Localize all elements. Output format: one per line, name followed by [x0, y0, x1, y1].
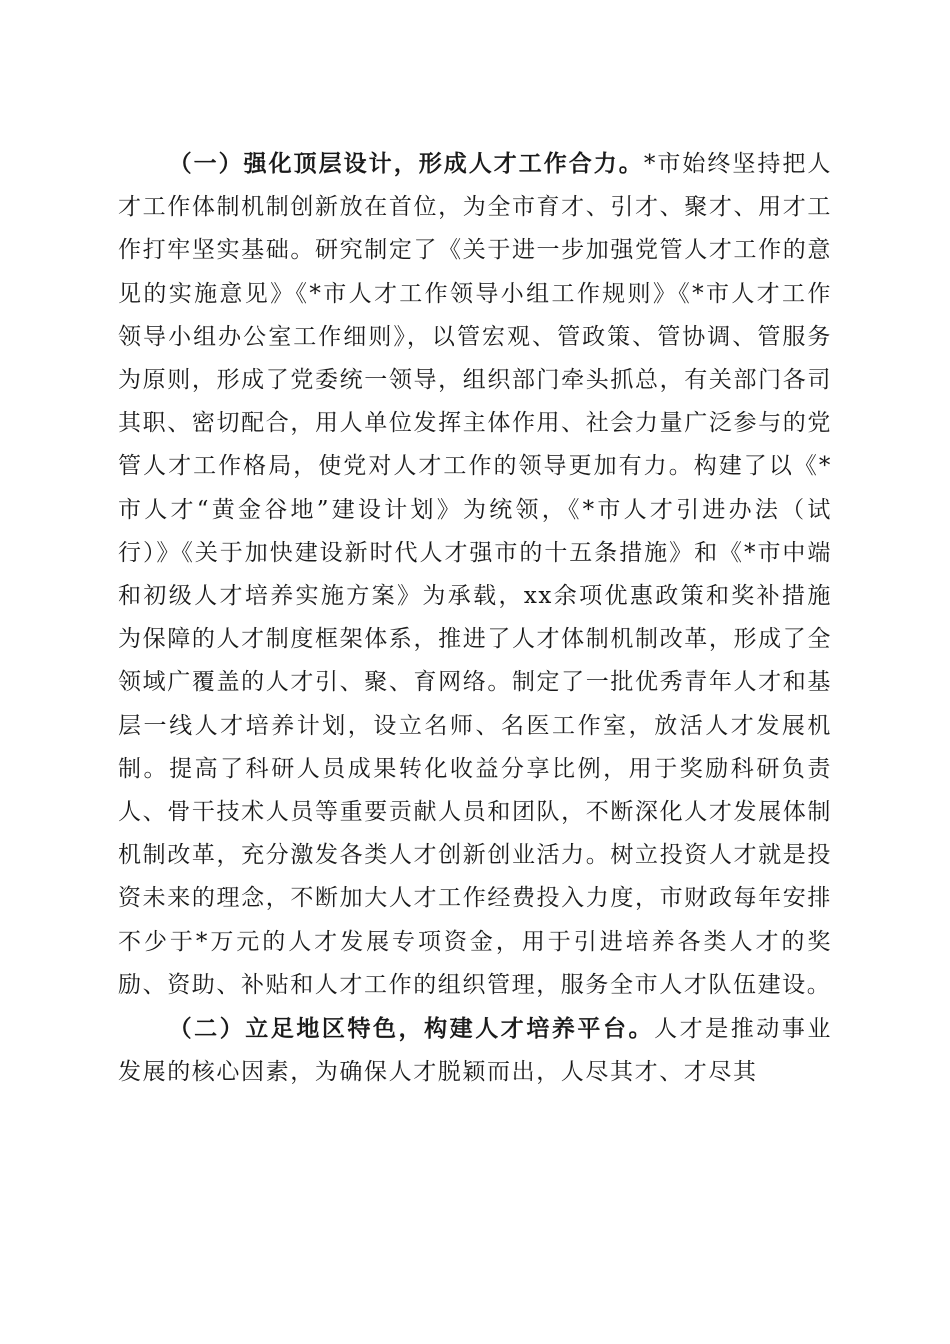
paragraph-2	[118, 1007, 832, 1094]
paragraph-2-body: 人才是推动事业发展的核心因素，为确保人才脱颖而出，人尽其才、才尽其	[118, 1016, 833, 1086]
paragraph-2-heading: （二）立足地区特色，构建人才培养平台。	[168, 1015, 655, 1043]
document-body	[118, 142, 832, 1094]
paragraph-1-body: *市始终坚持把人才工作体制机制创新放在首位，为全市育才、引才、聚才、用才工作打牢坚实基础。研究制定了《关于进一步加强党管人才工作的意见的实施意见》《*市人才工作领导小组工作规则》《*市人才工作领导小组办公室工作细则》，以管宏观、管政策、管协调、管服务为原则，形成了党委统一领导，组织部门牵头抓总，有关部门各司其职、密切配合，用人单位发挥主体作用、社会力量广泛参与的党管人才工作格局，使党对人才工作的领导更加有力。构建了以《*市人才“黄金谷地”建设计划》为统领，《*市人才引进办法（试行）》《关于加快建设新时代人才强市的十五条措施》和《*市中端和初级人才培养实施方案》为承载，xx余项优惠政策和奖补措施为保障的人才制度框架体系，推进了人才体制机制改革，形成了全领域广覆盖的人才引、聚、育网络。制定了一批优秀青年人才和基层一线人才培养计划，设立名师、名医工作室，放活人才发展机制。提高了科研人员成果转化收益分享比例，用于奖励科研负责人、骨干技术人员等重要贡献人员和团队，不断深化人才发展体制机制改革，充分激发各类人才创新创业活力。树立投资人才就是投资未来的理念，不断加大人才工作经费投入力度，市财政每年安排不少于*万元的人才发展专项资金，用于引进培养各类人才的奖励、资助、补贴和人才工作的组织管理，服务全市人才队伍建设。	[118, 151, 832, 998]
paragraph-1	[118, 142, 832, 1007]
paragraph-1-heading: （一）强化顶层设计，形成人才工作合力。	[168, 150, 644, 177]
